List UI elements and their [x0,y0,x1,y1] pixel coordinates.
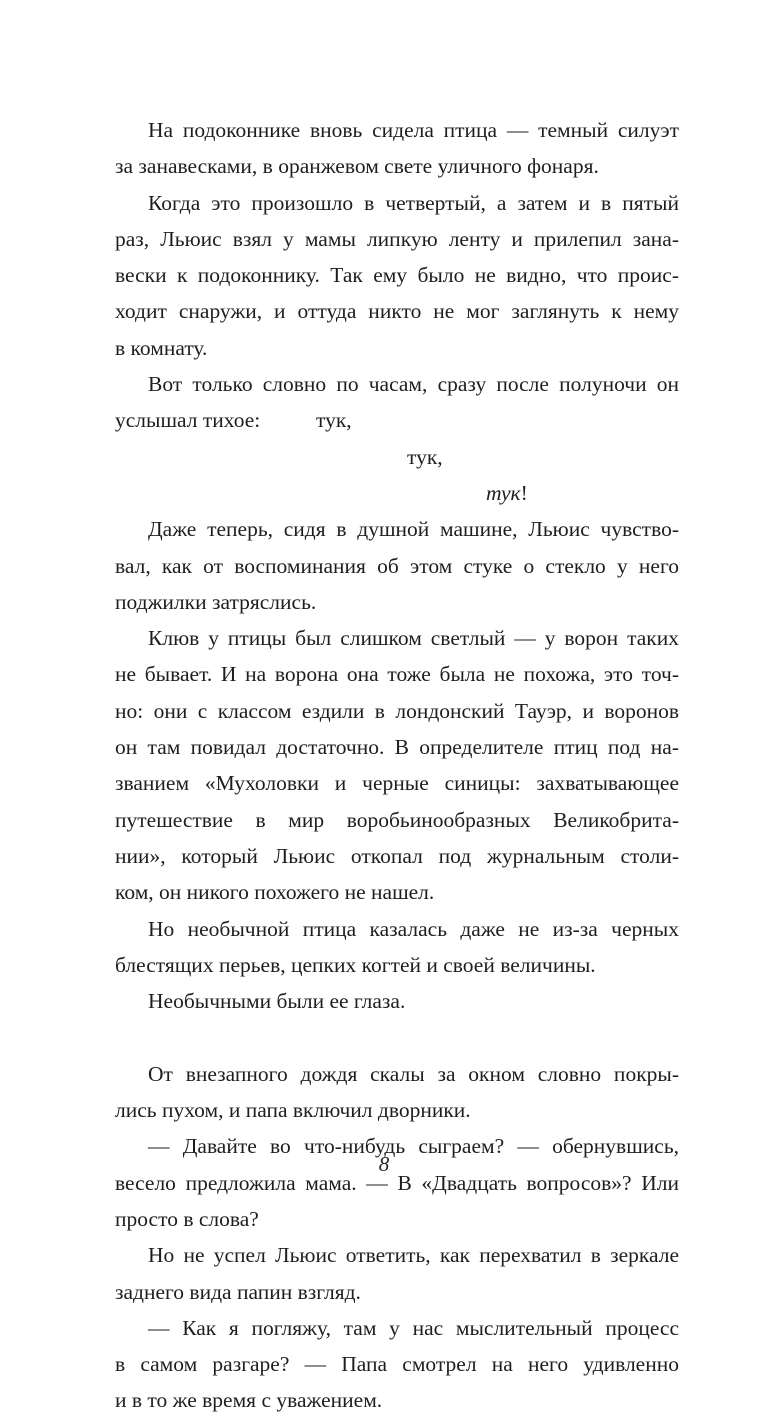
text-line: Но необычной птица казалась даже не из-за черных [148,916,679,941]
text-line: в комнату. [115,335,208,360]
text-line: Вот только словно по часам, сразу после полуночи он [148,372,679,397]
text-line: просто в слова? [115,1206,259,1231]
paragraph-11 [115,1310,679,1419]
knock-line-3 [115,475,679,511]
text-line: На подоконнике вновь сидела птица — темный силуэт [148,118,679,142]
text-line: блестящих перьев, цепких когтей и своей величины. [115,952,596,977]
knock-word-1: тук, [316,408,352,433]
text-line: ком, он никого похожего не нашел. [115,880,435,905]
knock-word-3-italic: тук [486,480,521,505]
text-line: Но не успел Льюис ответить, как перехватил в зеркале [148,1243,679,1268]
text-line: но: они с классом ездили в лондонский Тауэр, и воронов [115,698,679,723]
page-number: 8 [378,1152,390,1176]
text-line: Даже теперь, сидя в душной машине, Льюис чувство- [148,517,679,542]
text-line: лись пухом, и папа включил дворники. [115,1098,471,1123]
text-line: раз, Льюис взял у мамы липкую ленту и прилепил зана- [115,226,679,251]
text-line: заднего вида папин взгляд. [115,1279,361,1304]
text-line: ходит снаружи, и оттуда никто не мог заглянуть к нему [115,299,679,324]
text-line: Когда это произошло в четвертый, а затем и в пятый [148,190,679,215]
text-line: вал, как от воспоминания об этом стуке о стекло у него [115,553,679,578]
text-line: званием «Мухоловки и черные синицы: захватывающее [115,771,679,796]
paragraph-9 [115,1128,679,1237]
text-line: поджилки затряслись. [115,589,317,614]
paragraph-5 [115,620,679,910]
text-line: и в то же время с уважением. [115,1388,383,1413]
text-line: — Давайте во что-нибудь сыграем? — обернувшись, [148,1134,679,1159]
text-line: Клюв у птицы был слишком светлый — у ворон таких [148,626,679,651]
text-line: он там повидал достаточно. В определителе птиц под на- [115,735,679,760]
text-line: за занавесками, в оранжевом свете уличного фонаря. [115,154,599,179]
text-line: путешествие в мир воробьинообразных Великобрита- [115,807,679,832]
paragraph-3 [115,366,679,511]
text-line: услышал тихое: [115,408,261,433]
paragraph-6 [115,911,679,984]
text-line: Необычными были ее глаза. [148,989,406,1014]
text-line: не бывает. И на ворона она тоже была не похожа, это точ- [115,662,679,687]
exclamation-mark: ! [520,480,528,505]
text-line: весело предложила мама. — В «Двадцать вопросов»? Или [115,1170,679,1195]
paragraph-2 [115,185,679,366]
text-line: вески к подоконнику. Так ему было не видно, что проис- [115,263,679,288]
paragraph-1 [115,112,679,185]
section-break [115,1019,679,1055]
page-text [115,112,679,1419]
knock-word-3 [486,475,528,511]
paragraph-4 [115,511,679,620]
text-line: — Как я погляжу, там у нас мыслительный процесс [148,1315,679,1340]
paragraph-7 [115,983,679,1019]
text-line: нии», который Льюис откопал под журнальным столи- [115,843,679,868]
knock-word-2: тук, [407,444,443,469]
knock-line-2 [115,439,679,475]
text-line: От внезапного дождя скалы за окном словно покры- [148,1061,679,1086]
paragraph-8 [115,1056,679,1129]
text-line: в самом разгаре? — Папа смотрел на него удивленно [115,1352,679,1377]
knock-line-1 [115,402,679,438]
paragraph-10 [115,1237,679,1310]
